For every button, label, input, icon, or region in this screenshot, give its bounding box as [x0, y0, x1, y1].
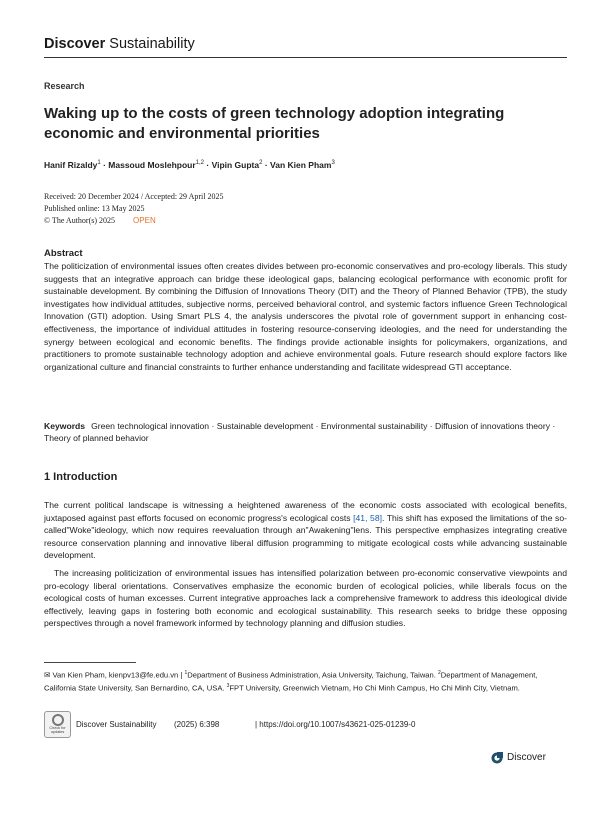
received-date: Received: 20 December 2024 / Accepted: 29 April 2025 — [44, 192, 224, 201]
footer-volume: (2025) 6:398 — [174, 720, 220, 729]
footer-journal: Discover Sustainability — [76, 720, 157, 729]
author-name[interactable]: Hanif Rizaldy — [44, 160, 98, 170]
keywords — [44, 420, 567, 445]
keywords-label: Keywords — [44, 421, 86, 431]
author-separator: · — [204, 160, 212, 170]
author-name[interactable]: Van Kien Pham — [270, 160, 332, 170]
published-date: Published online: 13 May 2025 — [44, 204, 145, 213]
citation-link[interactable]: [41, 58] — [353, 512, 382, 523]
article-type: Research — [44, 81, 85, 91]
open-access-badge: OPEN — [133, 216, 156, 225]
author-name[interactable]: Vipin Gupta — [211, 160, 260, 170]
mail-icon: ✉ — [44, 670, 51, 680]
author-name[interactable]: Massoud Moslehpour — [108, 160, 196, 170]
keywords-list: Green technological innovation · Sustainable development · Environmental sustainability · Diffusion of innovations theory · Theory of planned behavior — [44, 421, 556, 444]
discover-brand: Discover — [507, 752, 546, 763]
author-affiliation: 3 — [331, 160, 335, 167]
paragraph: The current political landscape is witnessing a heightened awareness of the economic costs associated with ecological benefits, juxtaposed against past efforts focused on economic progress's ecological costs [41, 58]. This shift has exposed the limitations of the so-called"Woke"ideology, which now requires reevaluation through an"Awakening"lens. This perspective emphasizes integrating creative resource conservation planning and innovative liberal diffusion programming to mitigate ecological costs while advancing sustainable development. — [44, 500, 567, 561]
corresponding-author[interactable]: Van Kien Pham, kienpv13@fe.edu.vn | — [52, 670, 185, 680]
check-for-updates-badge[interactable]: Check for updates — [44, 711, 71, 738]
author-affiliation: 1,2 — [195, 160, 204, 167]
author-list — [44, 160, 335, 170]
journal-name: Discover Sustainability — [44, 36, 195, 52]
discover-logo-icon — [491, 752, 503, 764]
doi-link[interactable]: | https://doi.org/10.1007/s43621-025-01239-0 — [255, 720, 416, 729]
abstract-heading: Abstract — [44, 248, 83, 259]
copyright: © The Author(s) 2025 — [44, 216, 116, 225]
article-dates — [44, 191, 224, 227]
abstract-text: The politicization of environmental issues often creates divides between pro-economic conservatives and pro-ecology liberals. This study suggests that an integrative approach can bridge these ideological gaps, balancing ecological performance with economic profit for sustainable development. By combining the Diffusion of Innovations Theory (DIT) and the Theory of Planned Behavior (TPB), the study investigates how individual attitudes, subjective norms, perceived behavioral control, and systemic factors influence Green Technological Innovation (GTI) adoption. Using Smart PLS 4, the analysis underscores the pivotal role of government support in enhancing cost-effectiveness, the importance of individual attitudes in fostering resource-conserving ideologies, and the need for understanding the synergy between ecological and economic benefits. The findings provide actionable insights for policymakers, organizations, and practitioners to promote sustainable technology adoption and achieve environmental goals. Future research should explore factors like organizational culture and financial constraints to further enhance understanding and facilitate widespread GTI acceptance. — [44, 261, 567, 372]
author-separator: · — [100, 160, 109, 170]
footnote: ✉ Van Kien Pham, kienpv13@fe.edu.vn | $^1$Department of Business Administration, Asia University, Taichung, Taiwan. $^2$Department of Management, California State University, San Bernardino, CA, USA. $^3$FPT University, Greenwich Vietnam, Ho Chi Minh Campus, Ho Chi Minh City, Vietnam. — [44, 670, 538, 693]
header-rule — [44, 57, 567, 58]
author-affiliation: 1 — [97, 160, 101, 167]
article-title: Waking up to the costs of green technology adoption integrating economic and environmental priorities — [44, 105, 505, 142]
footnote-rule — [44, 662, 136, 663]
author-separator: · — [262, 160, 271, 170]
paragraph: The increasing politicization of environmental issues has intensified polarization between pro-economic conservative viewpoints and pro-ecology liberal orientations. Conservatives emphasize the economic burden of ecological policies, while liberals focus on the ecological costs of human excesses. Current integrative approaches lack a comprehensive framework to address this ideological divide effectively, leaving gaps in fostering both economic and ecological sustainability. This research seeks to bridge these opposing perspectives through a novel framework informed by technology planning and diffusion studies. — [44, 568, 567, 629]
section-heading-introduction: 1 Introduction — [44, 471, 118, 483]
refresh-icon — [52, 714, 64, 726]
author-affiliation: 2 — [259, 160, 263, 167]
